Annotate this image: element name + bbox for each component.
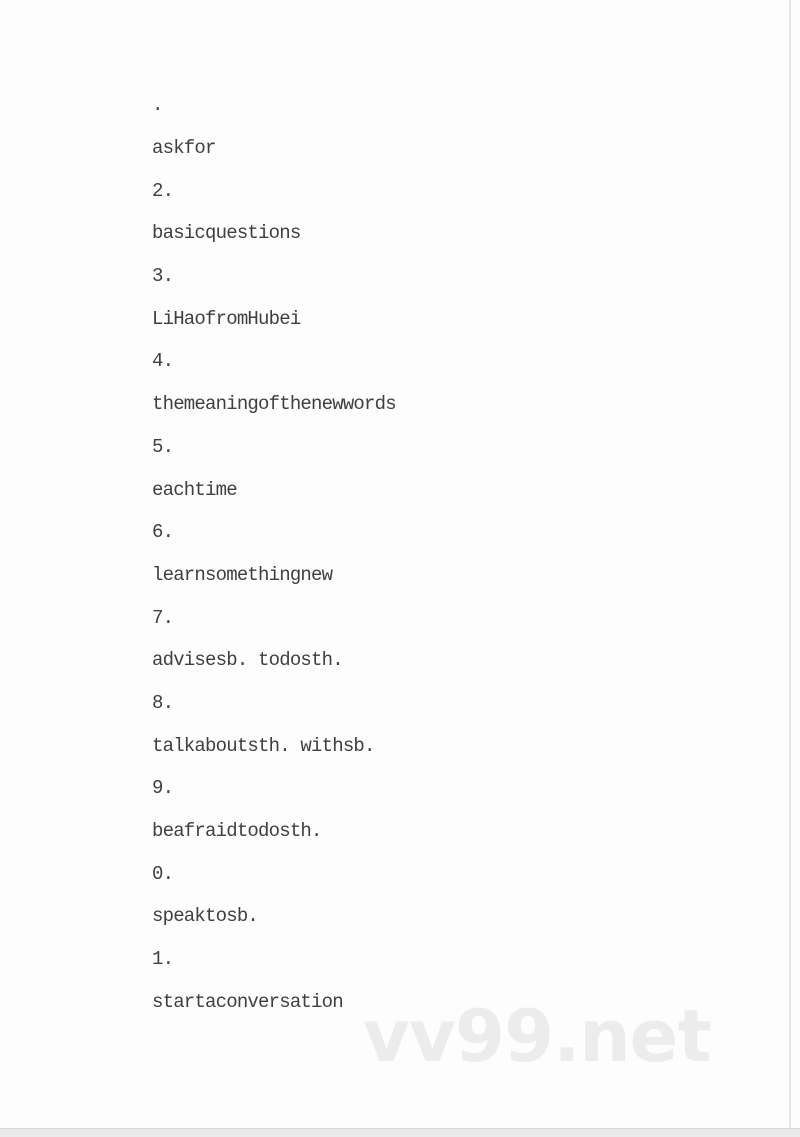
text-line: talkaboutsth. withsb. [152,734,375,757]
text-line: speaktosb. [152,905,259,928]
text-line: beafraidtodosth. [152,820,322,843]
text-line: 6. [152,521,174,544]
text-line: 1. [152,948,174,971]
watermark-text: vv99.net [363,994,711,1078]
phrase-list [152,84,396,1023]
text-line: 8. [152,691,174,714]
text-line: 7. [152,606,174,629]
text-line: themeaningofthenewwords [152,393,396,416]
text-line: advisesb. todosth. [152,649,343,672]
text-line: eachtime [152,478,237,501]
text-line: 0. [152,862,174,885]
text-line: . [152,94,163,117]
text-line: 4. [152,350,174,373]
page-edge-right-line [789,0,791,1137]
text-line: askfor [152,137,216,160]
text-line: startaconversation [152,990,343,1013]
text-line: basicquestions [152,222,301,245]
text-line: 3. [152,265,174,288]
text-line: LiHaofromHubei [152,307,301,330]
text-line: 9. [152,777,174,800]
text-line: learnsomethingnew [152,563,333,586]
text-line: 5. [152,435,174,458]
text-line: 2. [152,179,174,202]
page-edge-bottom-strip [0,1128,800,1137]
